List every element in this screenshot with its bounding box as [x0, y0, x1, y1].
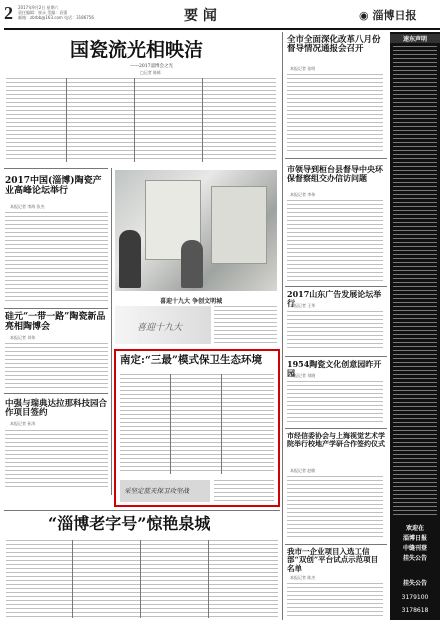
right-story-4-byline: 本报记者 刘晓 — [290, 373, 316, 378]
header-meta: 2017年9月2日 星期六 责任编辑：崔永 美编：袁强 邮箱：zbrbb@163.com 电话：3186756 — [18, 5, 94, 20]
highlight-story-subhead: 采坚定蓝天保卫攻坚战 — [120, 480, 210, 502]
left-story-3-byline: 本报记者 孙涛 — [10, 421, 36, 426]
main-headline: 国瓷流光相映洁 — [70, 39, 204, 61]
left-story-1-body — [5, 212, 108, 304]
news-photo — [115, 170, 277, 291]
right-story-3-byline: 本报记者 王华 — [290, 303, 316, 308]
sidebar-phone-1: 3179100 — [401, 594, 429, 601]
right-story-2-body — [287, 200, 383, 282]
left-story-1-byline: 本报记者 李海 张杰 — [10, 204, 45, 209]
highlight-story-headline: 南定:“三最”模式保卫生态环境 — [120, 354, 262, 366]
left-story-3-body — [5, 430, 108, 490]
right-story-3-headline: 2017山东广告发展论坛举行 — [287, 289, 382, 308]
banner-image — [115, 306, 211, 344]
right-story-3-body — [287, 311, 383, 351]
left-story-3-headline: 中强与瑞典达拉那科技园合作项目签约 — [5, 399, 108, 419]
bottom-headline: “淄博老字号”惊艳泉城 — [48, 514, 211, 533]
right-story-5-body — [287, 476, 383, 540]
photo-caption: 喜迎十九大 争创文明城 — [160, 298, 223, 305]
left-story-2-headline: 硅元“一带一路”陶瓷新品亮相陶博会 — [5, 312, 106, 332]
highlight-story-body — [120, 374, 274, 474]
sidebar-notice-title: 挂失公告 — [402, 580, 427, 587]
right-story-6-headline: 我市一企业项目入选工信部“双创”平台试点示范项目名单 — [287, 547, 379, 573]
banner-side-text — [214, 306, 277, 346]
right-story-4-body — [287, 381, 383, 423]
sidebar-title: 速东声明 — [390, 34, 440, 43]
main-subhead: ——2017淄博会之光 — [130, 64, 173, 69]
right-story-6-body — [287, 583, 383, 617]
page-number: 2 — [4, 3, 13, 23]
left-story-2-byline: 本报记者 刘伟 — [10, 335, 36, 340]
right-story-5-byline: 本报记者 赵敏 — [290, 468, 316, 473]
right-story-1-body — [287, 74, 383, 154]
right-story-2-byline: 本报记者 李伟 — [290, 192, 316, 197]
banner-text: 喜迎十九大 — [137, 323, 183, 333]
main-body-text — [6, 78, 276, 162]
sidebar-notices-text — [393, 46, 437, 516]
right-story-1-byline: 本报记者 张明 — [290, 66, 316, 71]
right-story-2-headline: 市领导到桓台县督导中央环保督察组交办信访问题 — [287, 164, 383, 183]
masthead: ◉ 淄博日报 — [359, 9, 417, 22]
sidebar-notices — [390, 32, 440, 620]
right-story-6-byline: 本报记者 陈杰 — [290, 575, 316, 580]
right-story-4-headline: 1954陶瓷文化创意园昨开园 — [287, 359, 382, 378]
right-story-5-headline: 市经信委协会与上海视觉艺术学院举行校地产学研合作签约仪式 — [287, 431, 385, 448]
highlight-story-tail — [214, 480, 274, 502]
page-header — [4, 3, 440, 27]
sidebar-footer: 欢迎在 淄博日报 中缝刊登 挂失公告 — [402, 525, 427, 562]
left-story-1-headline: 2017中国(淄博)陶瓷产业高峰论坛举行 — [5, 176, 102, 196]
bottom-body-text — [6, 540, 278, 618]
right-story-1-headline: 全市全面深化改革八月份督导情况通报会召开 — [287, 35, 381, 55]
main-byline: □记者 陈栋 — [140, 70, 162, 75]
section-title: 要 闻 — [184, 8, 217, 24]
left-story-2-body — [5, 343, 108, 389]
sidebar-phone-2: 3178618 — [401, 607, 429, 614]
masthead-logo-icon: ◉ — [359, 9, 369, 22]
